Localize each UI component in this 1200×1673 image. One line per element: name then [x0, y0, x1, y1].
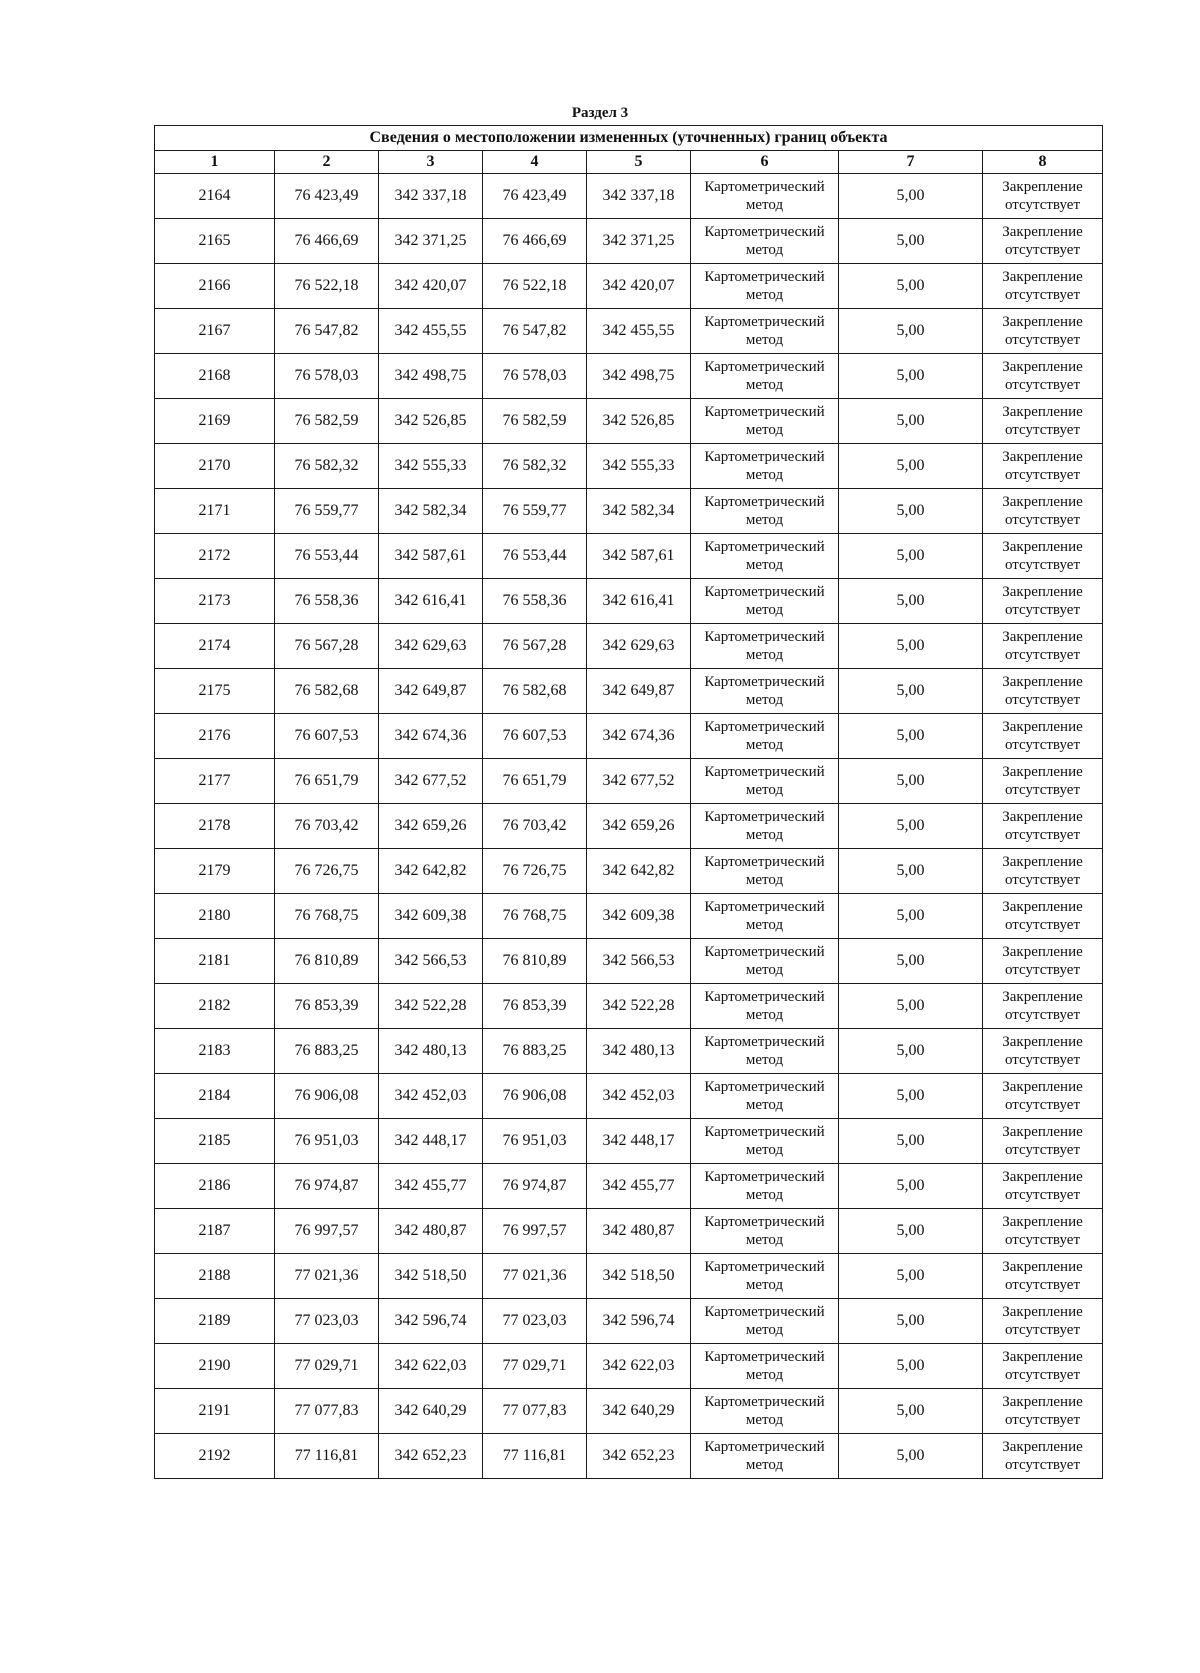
x-existing: 77 021,36 [275, 1254, 379, 1299]
y-existing: 342 640,29 [379, 1389, 483, 1434]
method-description: Картометрический метод [691, 714, 839, 759]
x-refined: 76 547,82 [483, 309, 587, 354]
y-refined: 342 555,33 [587, 444, 691, 489]
accuracy-value: 5,00 [839, 894, 983, 939]
y-refined: 342 498,75 [587, 354, 691, 399]
table-row [155, 1389, 1103, 1434]
method-description: Картометрический метод [691, 489, 839, 534]
accuracy-value: 5,00 [839, 984, 983, 1029]
x-refined: 76 703,42 [483, 804, 587, 849]
y-refined: 342 616,41 [587, 579, 691, 624]
point-number: 2180 [155, 894, 275, 939]
method-description: Картометрический метод [691, 1389, 839, 1434]
fixing-description: Закрепление отсутствует [983, 489, 1103, 534]
accuracy-value: 5,00 [839, 489, 983, 534]
method-description: Картометрический метод [691, 1254, 839, 1299]
x-existing: 76 582,59 [275, 399, 379, 444]
y-existing: 342 498,75 [379, 354, 483, 399]
accuracy-value: 5,00 [839, 1029, 983, 1074]
table-row [155, 894, 1103, 939]
column-number-2: 2 [275, 151, 379, 174]
accuracy-value: 5,00 [839, 399, 983, 444]
point-number: 2167 [155, 309, 275, 354]
method-description: Картометрический метод [691, 1344, 839, 1389]
point-number: 2186 [155, 1164, 275, 1209]
y-existing: 342 420,07 [379, 264, 483, 309]
x-refined: 76 974,87 [483, 1164, 587, 1209]
method-description: Картометрический метод [691, 759, 839, 804]
y-existing: 342 526,85 [379, 399, 483, 444]
y-existing: 342 642,82 [379, 849, 483, 894]
y-refined: 342 566,53 [587, 939, 691, 984]
method-description: Картометрический метод [691, 354, 839, 399]
method-description: Картометрический метод [691, 1119, 839, 1164]
accuracy-value: 5,00 [839, 579, 983, 624]
table-row [155, 1119, 1103, 1164]
table-row [155, 219, 1103, 264]
method-description: Картометрический метод [691, 1029, 839, 1074]
x-existing: 76 974,87 [275, 1164, 379, 1209]
fixing-description: Закрепление отсутствует [983, 399, 1103, 444]
y-refined: 342 587,61 [587, 534, 691, 579]
y-existing: 342 518,50 [379, 1254, 483, 1299]
method-description: Картометрический метод [691, 444, 839, 489]
table-row [155, 579, 1103, 624]
fixing-description: Закрепление отсутствует [983, 714, 1103, 759]
fixing-description: Закрепление отсутствует [983, 534, 1103, 579]
x-existing: 76 423,49 [275, 174, 379, 219]
x-existing: 77 116,81 [275, 1434, 379, 1479]
x-existing: 76 522,18 [275, 264, 379, 309]
y-existing: 342 596,74 [379, 1299, 483, 1344]
section-title: Раздел 3 [571, 105, 629, 121]
accuracy-value: 5,00 [839, 714, 983, 759]
method-description: Картометрический метод [691, 399, 839, 444]
column-number-4: 4 [483, 151, 587, 174]
table-row [155, 1029, 1103, 1074]
method-description: Картометрический метод [691, 669, 839, 714]
table-row [155, 714, 1103, 759]
x-refined: 76 607,53 [483, 714, 587, 759]
accuracy-value: 5,00 [839, 1209, 983, 1254]
y-existing: 342 522,28 [379, 984, 483, 1029]
y-refined: 342 455,55 [587, 309, 691, 354]
boundary-table [154, 125, 1103, 1479]
x-existing: 76 466,69 [275, 219, 379, 264]
y-existing: 342 649,87 [379, 669, 483, 714]
point-number: 2181 [155, 939, 275, 984]
x-refined: 76 559,77 [483, 489, 587, 534]
point-number: 2174 [155, 624, 275, 669]
x-existing: 76 951,03 [275, 1119, 379, 1164]
accuracy-value: 5,00 [839, 804, 983, 849]
method-description: Картометрический метод [691, 894, 839, 939]
x-existing: 76 547,82 [275, 309, 379, 354]
point-number: 2183 [155, 1029, 275, 1074]
x-refined: 76 558,36 [483, 579, 587, 624]
y-refined: 342 337,18 [587, 174, 691, 219]
accuracy-value: 5,00 [839, 1299, 983, 1344]
method-description: Картометрический метод [691, 1434, 839, 1479]
fixing-description: Закрепление отсутствует [983, 759, 1103, 804]
column-number-1: 1 [155, 151, 275, 174]
accuracy-value: 5,00 [839, 309, 983, 354]
accuracy-value: 5,00 [839, 354, 983, 399]
column-number-8: 8 [983, 151, 1103, 174]
x-existing: 76 906,08 [275, 1074, 379, 1119]
table-row [155, 1299, 1103, 1344]
method-description: Картометрический метод [691, 849, 839, 894]
y-refined: 342 518,50 [587, 1254, 691, 1299]
fixing-description: Закрепление отсутствует [983, 354, 1103, 399]
y-existing: 342 616,41 [379, 579, 483, 624]
method-description: Картометрический метод [691, 264, 839, 309]
y-existing: 342 582,34 [379, 489, 483, 534]
fixing-description: Закрепление отсутствует [983, 264, 1103, 309]
y-existing: 342 452,03 [379, 1074, 483, 1119]
x-existing: 76 810,89 [275, 939, 379, 984]
x-refined: 77 116,81 [483, 1434, 587, 1479]
table-row [155, 1164, 1103, 1209]
fixing-description: Закрепление отсутствует [983, 1164, 1103, 1209]
y-refined: 342 640,29 [587, 1389, 691, 1434]
x-refined: 76 651,79 [483, 759, 587, 804]
x-existing: 76 651,79 [275, 759, 379, 804]
x-existing: 76 553,44 [275, 534, 379, 579]
method-description: Картометрический метод [691, 939, 839, 984]
fixing-description: Закрепление отсутствует [983, 939, 1103, 984]
point-number: 2173 [155, 579, 275, 624]
y-refined: 342 659,26 [587, 804, 691, 849]
accuracy-value: 5,00 [839, 1119, 983, 1164]
fixing-description: Закрепление отсутствует [983, 219, 1103, 264]
accuracy-value: 5,00 [839, 624, 983, 669]
point-number: 2168 [155, 354, 275, 399]
x-refined: 76 810,89 [483, 939, 587, 984]
x-refined: 76 466,69 [483, 219, 587, 264]
y-refined: 342 609,38 [587, 894, 691, 939]
y-refined: 342 629,63 [587, 624, 691, 669]
fixing-description: Закрепление отсутствует [983, 579, 1103, 624]
method-description: Картометрический метод [691, 309, 839, 354]
fixing-description: Закрепление отсутствует [983, 309, 1103, 354]
y-existing: 342 555,33 [379, 444, 483, 489]
point-number: 2170 [155, 444, 275, 489]
fixing-description: Закрепление отсутствует [983, 1434, 1103, 1479]
y-refined: 342 674,36 [587, 714, 691, 759]
fixing-description: Закрепление отсутствует [983, 984, 1103, 1029]
fixing-description: Закрепление отсутствует [983, 444, 1103, 489]
point-number: 2192 [155, 1434, 275, 1479]
table-caption-row [155, 126, 1103, 151]
x-existing: 77 029,71 [275, 1344, 379, 1389]
point-number: 2178 [155, 804, 275, 849]
y-refined: 342 649,87 [587, 669, 691, 714]
method-description: Картометрический метод [691, 534, 839, 579]
y-existing: 342 629,63 [379, 624, 483, 669]
column-number-row [155, 151, 1103, 174]
x-refined: 76 522,18 [483, 264, 587, 309]
accuracy-value: 5,00 [839, 1344, 983, 1389]
fixing-description: Закрепление отсутствует [983, 1209, 1103, 1254]
accuracy-value: 5,00 [839, 174, 983, 219]
table-row [155, 984, 1103, 1029]
table-row [155, 264, 1103, 309]
y-refined: 342 677,52 [587, 759, 691, 804]
x-refined: 76 951,03 [483, 1119, 587, 1164]
table-row [155, 354, 1103, 399]
fixing-description: Закрепление отсутствует [983, 624, 1103, 669]
y-refined: 342 622,03 [587, 1344, 691, 1389]
fixing-description: Закрепление отсутствует [983, 1074, 1103, 1119]
fixing-description: Закрепление отсутствует [983, 669, 1103, 714]
y-refined: 342 480,87 [587, 1209, 691, 1254]
y-existing: 342 480,13 [379, 1029, 483, 1074]
x-refined: 76 853,39 [483, 984, 587, 1029]
point-number: 2171 [155, 489, 275, 534]
y-existing: 342 455,77 [379, 1164, 483, 1209]
x-existing: 76 578,03 [275, 354, 379, 399]
x-refined: 76 582,59 [483, 399, 587, 444]
table-row [155, 759, 1103, 804]
y-refined: 342 582,34 [587, 489, 691, 534]
point-number: 2190 [155, 1344, 275, 1389]
x-existing: 76 768,75 [275, 894, 379, 939]
table-row [155, 444, 1103, 489]
fixing-description: Закрепление отсутствует [983, 1119, 1103, 1164]
point-number: 2191 [155, 1389, 275, 1434]
y-existing: 342 480,87 [379, 1209, 483, 1254]
y-existing: 342 652,23 [379, 1434, 483, 1479]
x-refined: 76 553,44 [483, 534, 587, 579]
fixing-description: Закрепление отсутствует [983, 1389, 1103, 1434]
table-row [155, 1434, 1103, 1479]
point-number: 2189 [155, 1299, 275, 1344]
method-description: Картометрический метод [691, 219, 839, 264]
x-existing: 77 023,03 [275, 1299, 379, 1344]
x-refined: 76 578,03 [483, 354, 587, 399]
x-refined: 76 883,25 [483, 1029, 587, 1074]
x-refined: 76 726,75 [483, 849, 587, 894]
table-row [155, 1209, 1103, 1254]
y-refined: 342 448,17 [587, 1119, 691, 1164]
y-existing: 342 587,61 [379, 534, 483, 579]
fixing-description: Закрепление отсутствует [983, 849, 1103, 894]
method-description: Картометрический метод [691, 1164, 839, 1209]
table-row [155, 1344, 1103, 1389]
x-refined: 76 423,49 [483, 174, 587, 219]
x-existing: 76 726,75 [275, 849, 379, 894]
y-existing: 342 622,03 [379, 1344, 483, 1389]
y-existing: 342 659,26 [379, 804, 483, 849]
x-refined: 76 582,32 [483, 444, 587, 489]
accuracy-value: 5,00 [839, 1434, 983, 1479]
table-row [155, 174, 1103, 219]
fixing-description: Закрепление отсутствует [983, 894, 1103, 939]
fixing-description: Закрепление отсутствует [983, 1299, 1103, 1344]
y-refined: 342 652,23 [587, 1434, 691, 1479]
fixing-description: Закрепление отсутствует [983, 1029, 1103, 1074]
x-existing: 76 883,25 [275, 1029, 379, 1074]
y-refined: 342 420,07 [587, 264, 691, 309]
accuracy-value: 5,00 [839, 849, 983, 894]
y-refined: 342 642,82 [587, 849, 691, 894]
point-number: 2175 [155, 669, 275, 714]
y-refined: 342 371,25 [587, 219, 691, 264]
table-row [155, 534, 1103, 579]
point-number: 2169 [155, 399, 275, 444]
table-row [155, 939, 1103, 984]
table-row [155, 804, 1103, 849]
x-refined: 76 582,68 [483, 669, 587, 714]
fixing-description: Закрепление отсутствует [983, 174, 1103, 219]
x-existing: 76 607,53 [275, 714, 379, 759]
point-number: 2172 [155, 534, 275, 579]
x-existing: 76 582,32 [275, 444, 379, 489]
point-number: 2179 [155, 849, 275, 894]
x-refined: 76 768,75 [483, 894, 587, 939]
method-description: Картометрический метод [691, 984, 839, 1029]
y-existing: 342 674,36 [379, 714, 483, 759]
y-existing: 342 337,18 [379, 174, 483, 219]
x-refined: 77 021,36 [483, 1254, 587, 1299]
table-row [155, 624, 1103, 669]
y-refined: 342 526,85 [587, 399, 691, 444]
x-existing: 76 558,36 [275, 579, 379, 624]
y-existing: 342 448,17 [379, 1119, 483, 1164]
method-description: Картометрический метод [691, 579, 839, 624]
method-description: Картометрический метод [691, 1299, 839, 1344]
accuracy-value: 5,00 [839, 534, 983, 579]
x-existing: 76 567,28 [275, 624, 379, 669]
table-row [155, 399, 1103, 444]
y-refined: 342 452,03 [587, 1074, 691, 1119]
x-existing: 76 853,39 [275, 984, 379, 1029]
x-refined: 77 023,03 [483, 1299, 587, 1344]
fixing-description: Закрепление отсутствует [983, 1254, 1103, 1299]
point-number: 2177 [155, 759, 275, 804]
method-description: Картометрический метод [691, 804, 839, 849]
accuracy-value: 5,00 [839, 1074, 983, 1119]
y-existing: 342 609,38 [379, 894, 483, 939]
y-existing: 342 677,52 [379, 759, 483, 804]
column-number-5: 5 [587, 151, 691, 174]
y-refined: 342 455,77 [587, 1164, 691, 1209]
point-number: 2164 [155, 174, 275, 219]
accuracy-value: 5,00 [839, 759, 983, 804]
y-refined: 342 596,74 [587, 1299, 691, 1344]
y-existing: 342 566,53 [379, 939, 483, 984]
accuracy-value: 5,00 [839, 1164, 983, 1209]
method-description: Картометрический метод [691, 624, 839, 669]
point-number: 2188 [155, 1254, 275, 1299]
x-refined: 76 906,08 [483, 1074, 587, 1119]
point-number: 2176 [155, 714, 275, 759]
x-refined: 76 567,28 [483, 624, 587, 669]
accuracy-value: 5,00 [839, 939, 983, 984]
table-caption: Сведения о местоположении измененных (уточненных) границ объекта [155, 126, 1103, 151]
table-row [155, 1074, 1103, 1119]
point-number: 2166 [155, 264, 275, 309]
y-existing: 342 371,25 [379, 219, 483, 264]
accuracy-value: 5,00 [839, 264, 983, 309]
x-refined: 77 077,83 [483, 1389, 587, 1434]
y-existing: 342 455,55 [379, 309, 483, 354]
x-existing: 77 077,83 [275, 1389, 379, 1434]
table-row [155, 849, 1103, 894]
accuracy-value: 5,00 [839, 669, 983, 714]
point-number: 2165 [155, 219, 275, 264]
method-description: Картометрический метод [691, 1209, 839, 1254]
accuracy-value: 5,00 [839, 1389, 983, 1434]
method-description: Картометрический метод [691, 174, 839, 219]
accuracy-value: 5,00 [839, 1254, 983, 1299]
x-existing: 76 997,57 [275, 1209, 379, 1254]
x-existing: 76 559,77 [275, 489, 379, 534]
x-refined: 76 997,57 [483, 1209, 587, 1254]
x-existing: 76 703,42 [275, 804, 379, 849]
table-row [155, 489, 1103, 534]
fixing-description: Закрепление отсутствует [983, 1344, 1103, 1389]
table-row [155, 669, 1103, 714]
table-row [155, 1254, 1103, 1299]
accuracy-value: 5,00 [839, 444, 983, 489]
point-number: 2184 [155, 1074, 275, 1119]
table-row [155, 309, 1103, 354]
point-number: 2187 [155, 1209, 275, 1254]
column-number-3: 3 [379, 151, 483, 174]
accuracy-value: 5,00 [839, 219, 983, 264]
fixing-description: Закрепление отсутствует [983, 804, 1103, 849]
column-number-6: 6 [691, 151, 839, 174]
point-number: 2182 [155, 984, 275, 1029]
column-number-7: 7 [839, 151, 983, 174]
y-refined: 342 480,13 [587, 1029, 691, 1074]
x-refined: 77 029,71 [483, 1344, 587, 1389]
method-description: Картометрический метод [691, 1074, 839, 1119]
x-existing: 76 582,68 [275, 669, 379, 714]
y-refined: 342 522,28 [587, 984, 691, 1029]
point-number: 2185 [155, 1119, 275, 1164]
